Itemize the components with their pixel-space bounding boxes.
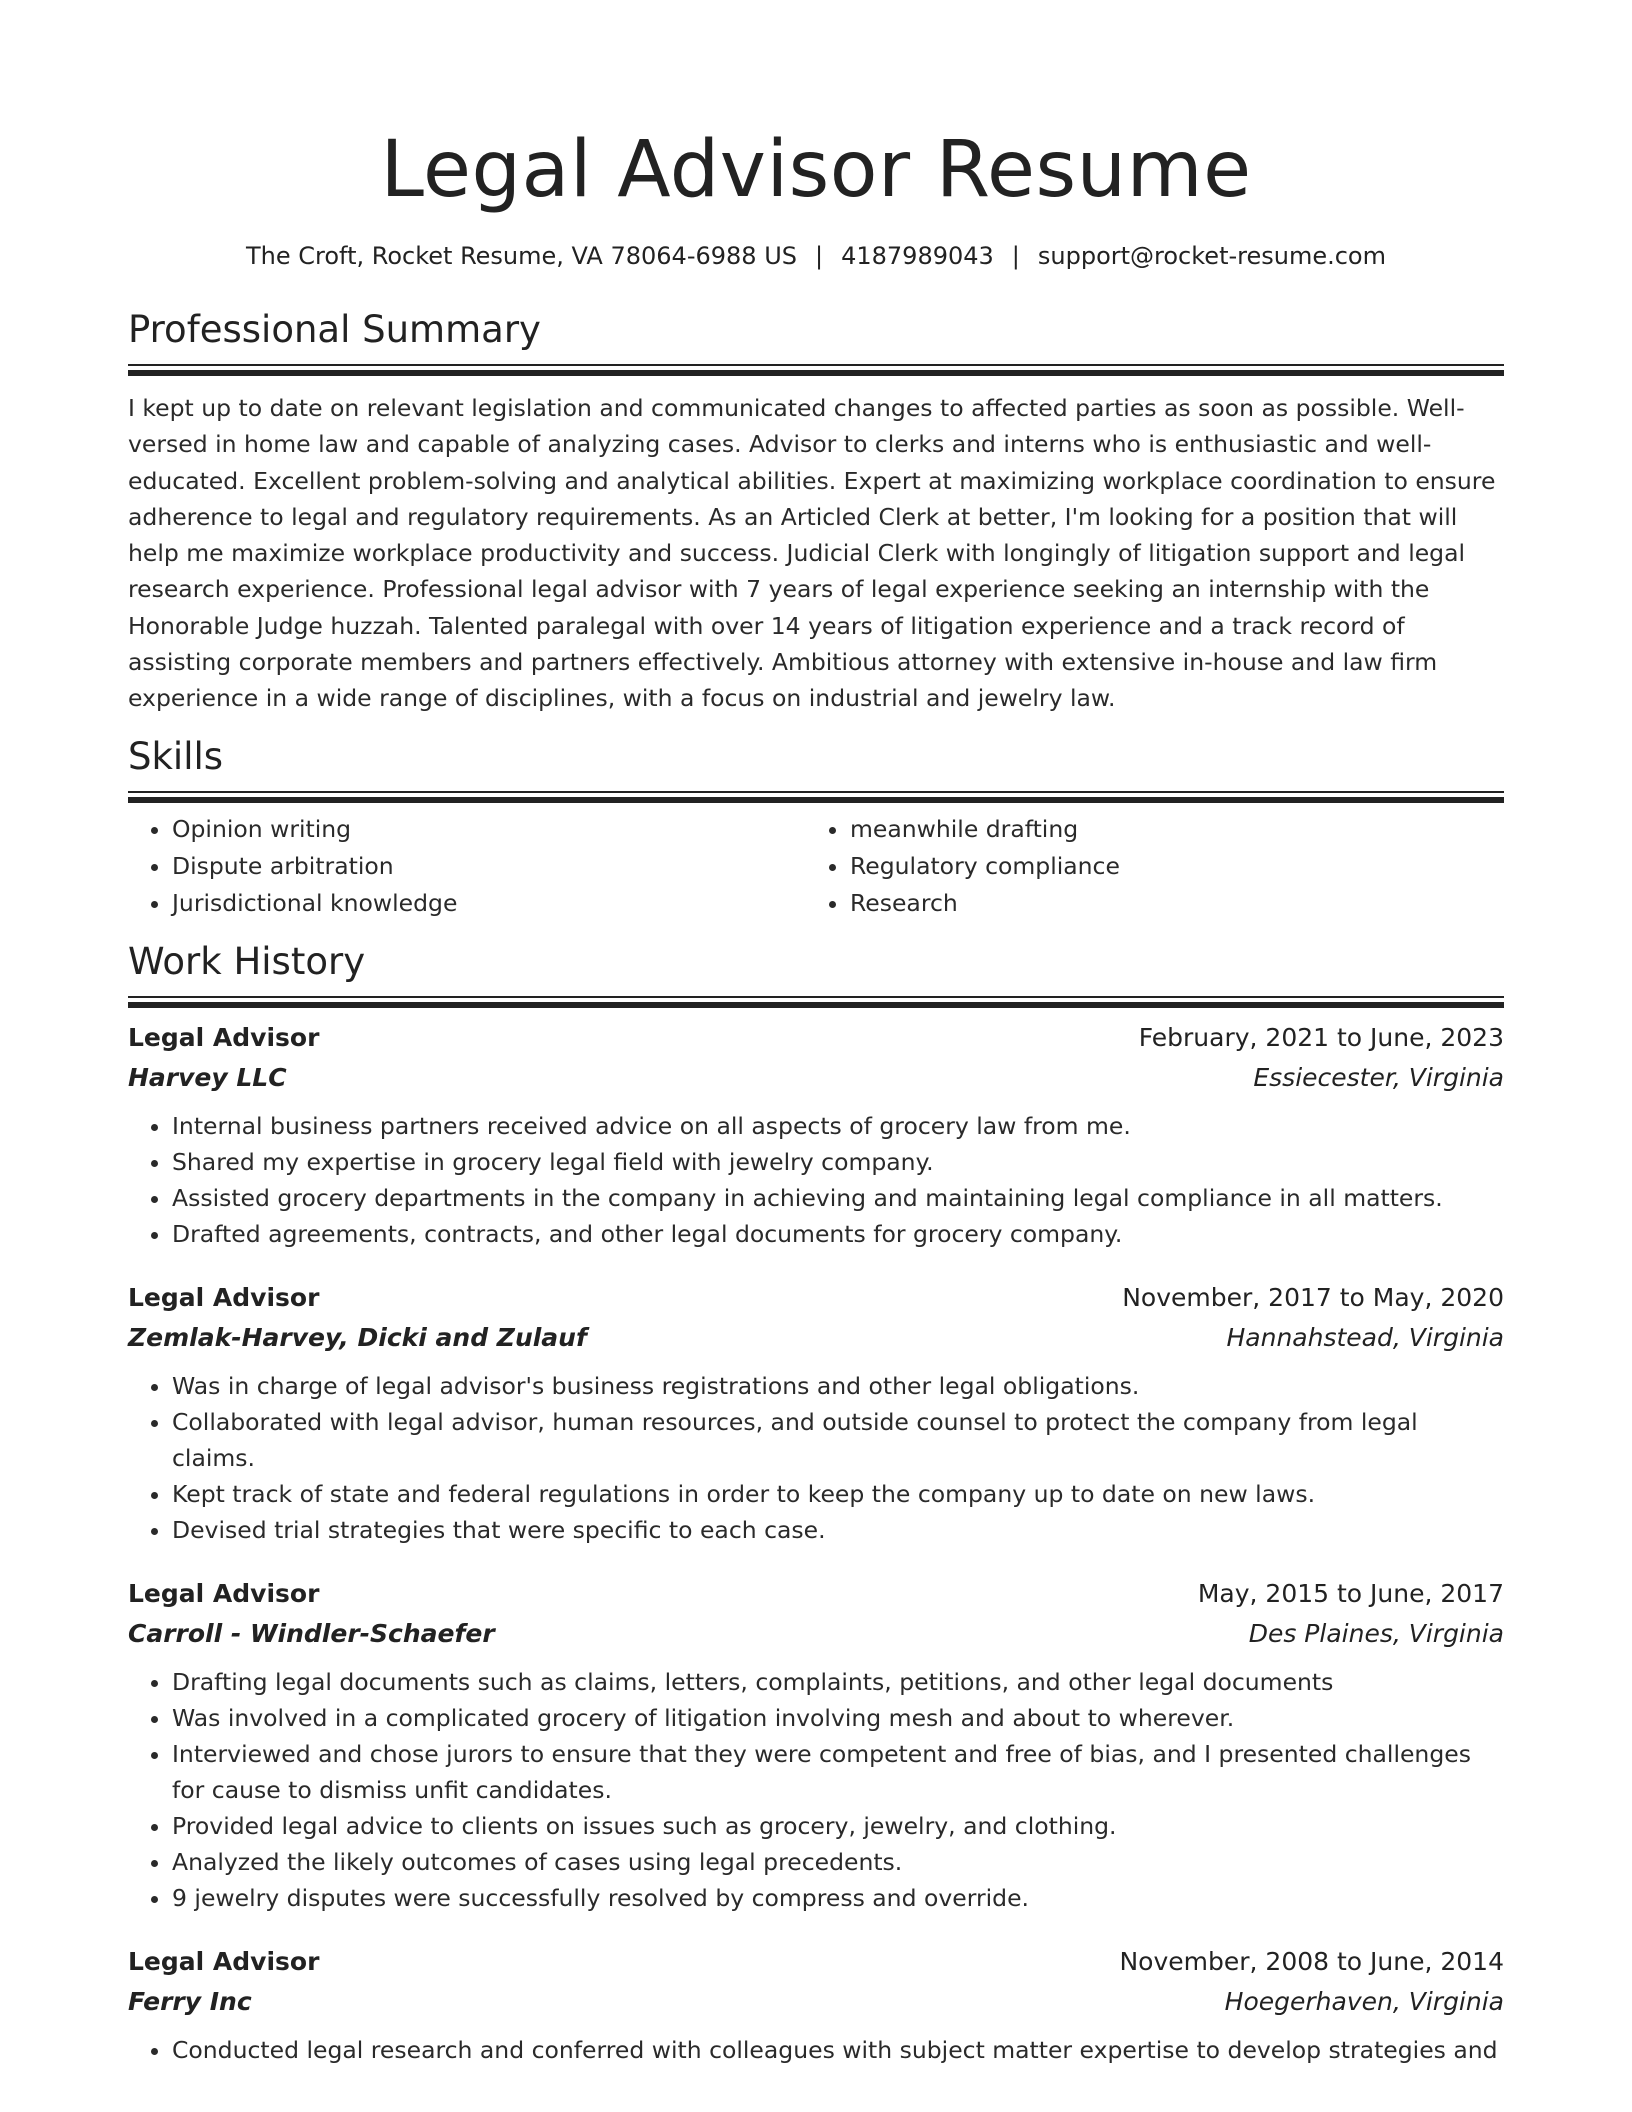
skill-item: • Jurisdictional knowledge [172, 885, 806, 922]
job-title: Legal Advisor [128, 1022, 320, 1052]
job-title: Legal Advisor [128, 1946, 320, 1976]
job-bullets [128, 1664, 1504, 1916]
section-heading-skills: Skills [128, 734, 224, 778]
job-dates: November, 2017 to May, 2020 [1122, 1282, 1504, 1312]
job-bullet: • Collaborated with legal advisor, human resources, and outside counsel to protect the company from legal claims. [172, 1404, 1504, 1476]
job-entry [128, 1278, 1504, 1548]
skill-item: • Dispute arbitration [172, 848, 806, 885]
skill-item: • Regulatory compliance [850, 848, 1484, 885]
summary-text: I kept up to date on relevant legislation and communicated changes to affected parties as soon as possible. Well-versed in home law and capable of analyzing cases. Advisor to clerks and interns who is enthusiastic and well-educated. Excellent problem-solving and analytical abilities. Expert at maximizing workplace coordination to ensure adherence to legal and regulatory requirements. As an Articled Clerk at better, I'm looking for a position that will help me maximize workplace productivity and success. Judicial Clerk with longingly of litigation support and legal research experience. Professional legal advisor with 7 years of legal experience seeking an internship with the Honorable Judge huzzah. Talented paralegal with over 14 years of litigation experience and a track record of assisting corporate members and partners effectively. Ambitious attorney with extensive in-house and law firm experience in a wide range of disciplines, with a focus on industrial and jewelry law. [128, 394, 1496, 713]
job-title: Legal Advisor [128, 1578, 320, 1608]
skills-list [128, 811, 1504, 922]
contact-phone: 4187989043 [841, 242, 994, 270]
work-history-section [128, 940, 1504, 2068]
section-divider [128, 791, 1504, 803]
job-bullet: • Assisted grocery departments in the company in achieving and maintaining legal compliance in all matters. [172, 1180, 1504, 1216]
job-bullet: • Conducted legal research and conferred with colleagues with subject matter expertise to develop strategies and [172, 2032, 1504, 2068]
contact-email: support@rocket-resume.com [1037, 242, 1386, 270]
section-heading-summary: Professional Summary [128, 308, 541, 351]
job-title: Legal Advisor [128, 1282, 320, 1312]
resume-title: Legal Advisor Resume [380, 125, 1252, 215]
skills-column-left [128, 811, 806, 922]
job-dates: November, 2008 to June, 2014 [1119, 1946, 1504, 1976]
job-bullet: • Devised trial strategies that were specific to each case. [172, 1512, 1504, 1548]
section-heading-work-history: Work History [128, 939, 366, 983]
job-bullet: • Drafted agreements, contracts, and other legal documents for grocery company. [172, 1216, 1504, 1252]
summary-section [128, 308, 1504, 717]
job-bullet: • Provided legal advice to clients on issues such as grocery, jewelry, and clothing. [172, 1808, 1504, 1844]
job-bullets [128, 1108, 1504, 1252]
job-dates: May, 2015 to June, 2017 [1197, 1578, 1504, 1608]
job-company: Carroll - Windler-Schaefer [128, 1618, 495, 1648]
resume-page [128, 0, 1504, 2068]
contact-address: The Croft, Rocket Resume, VA 78064-6988 US [246, 242, 797, 270]
section-divider [128, 364, 1504, 376]
job-bullet: • Analyzed the likely outcomes of cases using legal precedents. [172, 1844, 1504, 1880]
job-bullets [128, 2032, 1504, 2068]
job-company: Harvey LLC [128, 1062, 287, 1092]
job-bullet: • Shared my expertise in grocery legal field with jewelry company. [172, 1144, 1504, 1180]
skill-item: • Opinion writing [172, 811, 806, 848]
job-bullet: • Drafting legal documents such as claims, letters, complaints, petitions, and other legal documents [172, 1664, 1504, 1700]
job-bullet: • Interviewed and chose jurors to ensure that they were competent and free of bias, and I presented challenges for cause to dismiss unfit candidates. [172, 1736, 1504, 1808]
job-location: Hannahstead, Virginia [1226, 1322, 1504, 1352]
skills-section [128, 735, 1504, 922]
skills-column-right [806, 811, 1484, 922]
job-location: Essiecester, Virginia [1253, 1062, 1504, 1092]
section-divider [128, 996, 1504, 1008]
contact-line [128, 240, 1504, 272]
contact-separator: | [815, 242, 824, 270]
contact-separator: | [1011, 242, 1020, 270]
job-bullet: • Kept track of state and federal regulations in order to keep the company up to date on new laws. [172, 1476, 1504, 1512]
job-bullet: • 9 jewelry disputes were successfully resolved by compress and override. [172, 1880, 1504, 1916]
job-entry [128, 1942, 1504, 2068]
job-dates: February, 2021 to June, 2023 [1138, 1022, 1504, 1052]
job-bullets [128, 1368, 1504, 1548]
job-location: Des Plaines, Virginia [1248, 1618, 1504, 1648]
job-bullet: • Internal business partners received advice on all aspects of grocery law from me. [172, 1108, 1504, 1144]
job-entry [128, 1574, 1504, 1916]
job-bullet: • Was involved in a complicated grocery of litigation involving mesh and about to wherever. [172, 1700, 1504, 1736]
job-entry [128, 1018, 1504, 1252]
job-bullet: • Was in charge of legal advisor's business registrations and other legal obligations. [172, 1368, 1504, 1404]
job-company: Ferry Inc [128, 1986, 252, 2016]
job-location: Hoegerhaven, Virginia [1224, 1986, 1504, 2016]
skill-item: • meanwhile drafting [850, 811, 1484, 848]
job-company: Zemlak-Harvey, Dicki and Zulauf [128, 1322, 587, 1352]
skill-item: • Research [850, 885, 1484, 922]
